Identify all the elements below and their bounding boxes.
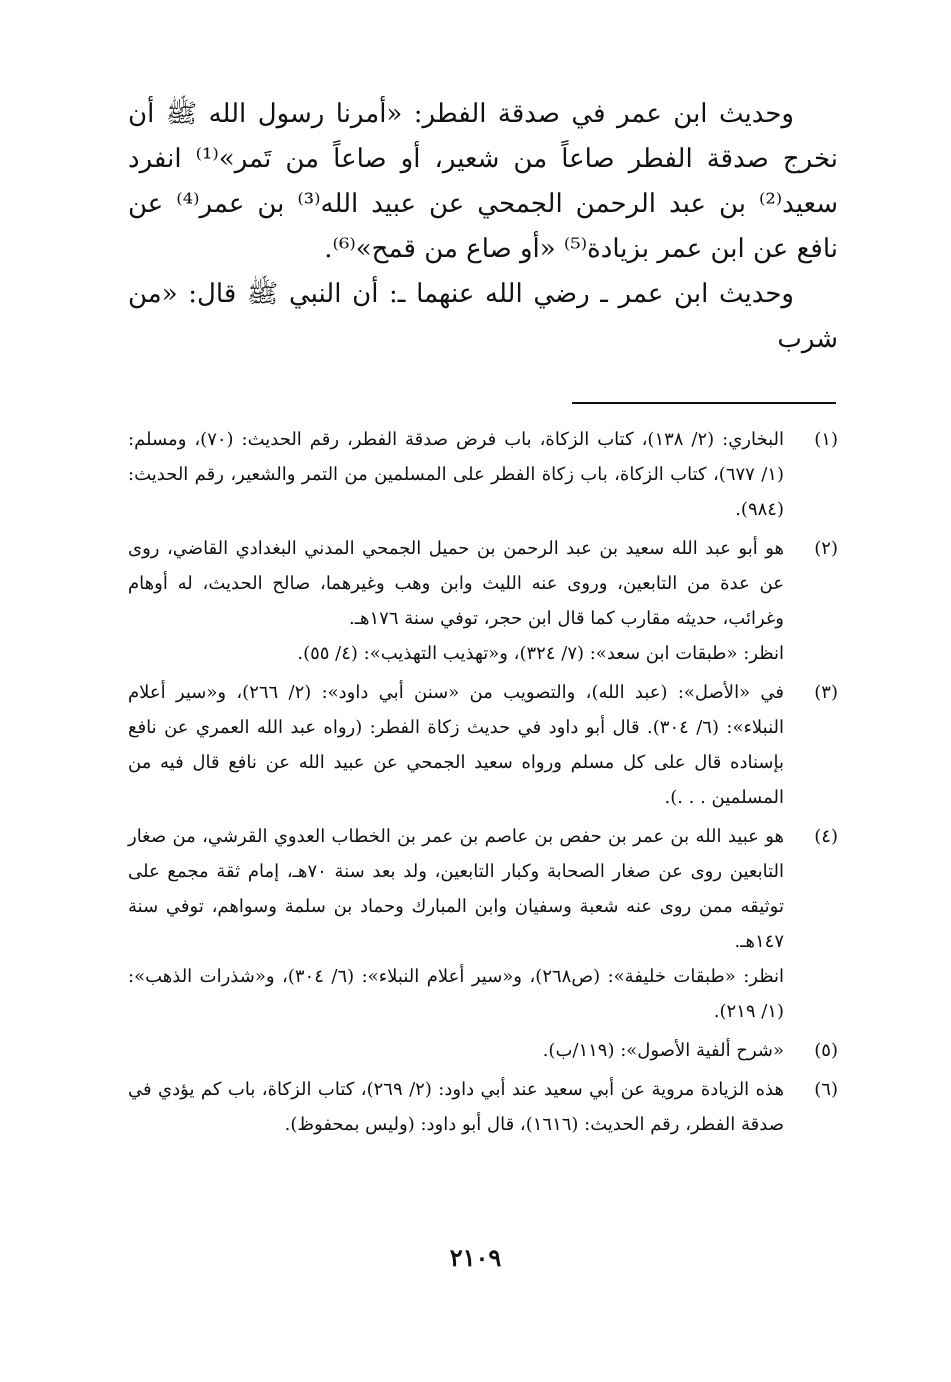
footnote-6	[128, 1072, 838, 1142]
main-text	[128, 92, 838, 362]
footnote-text: هذه الزيادة مروية عن أبي سعيد عند أبي داود: (٢/ ٢٦٩)، كتاب الزكاة، باب كم يؤدي في صدقة الفطر، رقم الحديث: (١٦١٦)، قال أبو داود: (وليس بمحفوظ).	[128, 1079, 784, 1135]
footnote-text: في «الأصل»: (عبد الله)، والتصويب من «سنن أبي داود»: (٢/ ٢٦٦)، و«سير أعلام النبلاء»: (٦/ ٣٠٤). قال أبو داود في حديث زكاة الفطر: (رواه عبد الله العمري عن نافع بإسناده قال على كل مسلم ورواه سعيد الجمحي عن عبيد الله عن نافع قال فيه من المسلمين . . .).	[128, 682, 785, 808]
main-paragraph-2: وحديث ابن عمر ـ رضي الله عنهما ـ: أن النبي ﷺ قال: «من شرب	[128, 279, 838, 354]
footnote-number: (٦)	[814, 1079, 838, 1100]
footnote-4	[128, 819, 838, 1029]
page-number: ٢١٠٩	[449, 1243, 502, 1272]
footnote-text: هو أبو عبد الله سعيد بن عبد الرحمن بن حميل الجمحي المدني البغدادي القاضي، روى عن عدة من التابعين، وروى عنه الليث وابن وهب وغيرهما، صالح الحديث، له أوهام وغرائب، حديثه مقارب كما قال ابن حجر، توفي سنة ١٧٦هـ.	[128, 538, 784, 629]
footnote-number: (٤)	[814, 826, 838, 847]
footnote-text: البخاري: (٢/ ١٣٨)، كتاب الزكاة، باب فرض صدقة الفطر، رقم الحديث: (٧٠)، ومسلم: (١/ ٦٧٧)، كتاب الزكاة، باب زكاة الفطر على المسلمين من التمر والشعير، رقم الحديث: (٩٨٤).	[128, 429, 784, 520]
footnote-reference: انظر: «طبقات ابن سعد»: (٧/ ٣٢٤)، و«تهذيب التهذيب»: (٤/ ٥٥).	[297, 643, 784, 664]
footnote-5	[128, 1033, 838, 1068]
footnote-1	[128, 422, 838, 527]
footnote-number: (٣)	[814, 682, 838, 703]
footnote-number: (٥)	[814, 1040, 838, 1061]
footnote-number: (٢)	[814, 538, 838, 559]
footnote-reference: انظر: «طبقات خليفة»: (ص٢٦٨)، و«سير أعلام النبلاء»: (٦/ ٣٠٤)، و«شذرات الذهب»: (١/ ٢١٩).	[128, 966, 784, 1022]
footnotes	[128, 422, 838, 1142]
footnote-text: «شرح ألفية الأصول»: (١١٩/ب).	[542, 1040, 784, 1061]
footnote-text: هو عبيد الله بن عمر بن حفص بن عاصم بن عمر بن الخطاب العدوي القرشي، من صغار التابعين روى عن صغار الصحابة وكبار التابعين، ولد بعد سنة ٧٠هـ، إمام ثقة مجمع على توثيقه ممن روى عنه شعبة وسفيان وابن المبارك وحماد بن سلمة وسواهم، توفي سنة ١٤٧هـ.	[128, 826, 784, 952]
footnote-separator	[572, 402, 836, 404]
footnote-2	[128, 531, 838, 671]
main-paragraph-1: وحديث ابن عمر في صدقة الفطر: «أمرنا رسول الله ﷺ أن نخرج صدقة الفطر صاعاً من شعير، أو صاعاً من تَمر»⁽¹⁾ انفرد سعيد⁽²⁾ بن عبد الرحمن الجمحي عن عبيد الله⁽³⁾ بن عمر⁽⁴⁾ عن نافع عن ابن عمر بزيادة⁽⁵⁾ «أو صاع من قمح»⁽⁶⁾.	[128, 99, 839, 264]
footnote-3	[128, 675, 838, 815]
footnote-number: (١)	[814, 429, 838, 450]
